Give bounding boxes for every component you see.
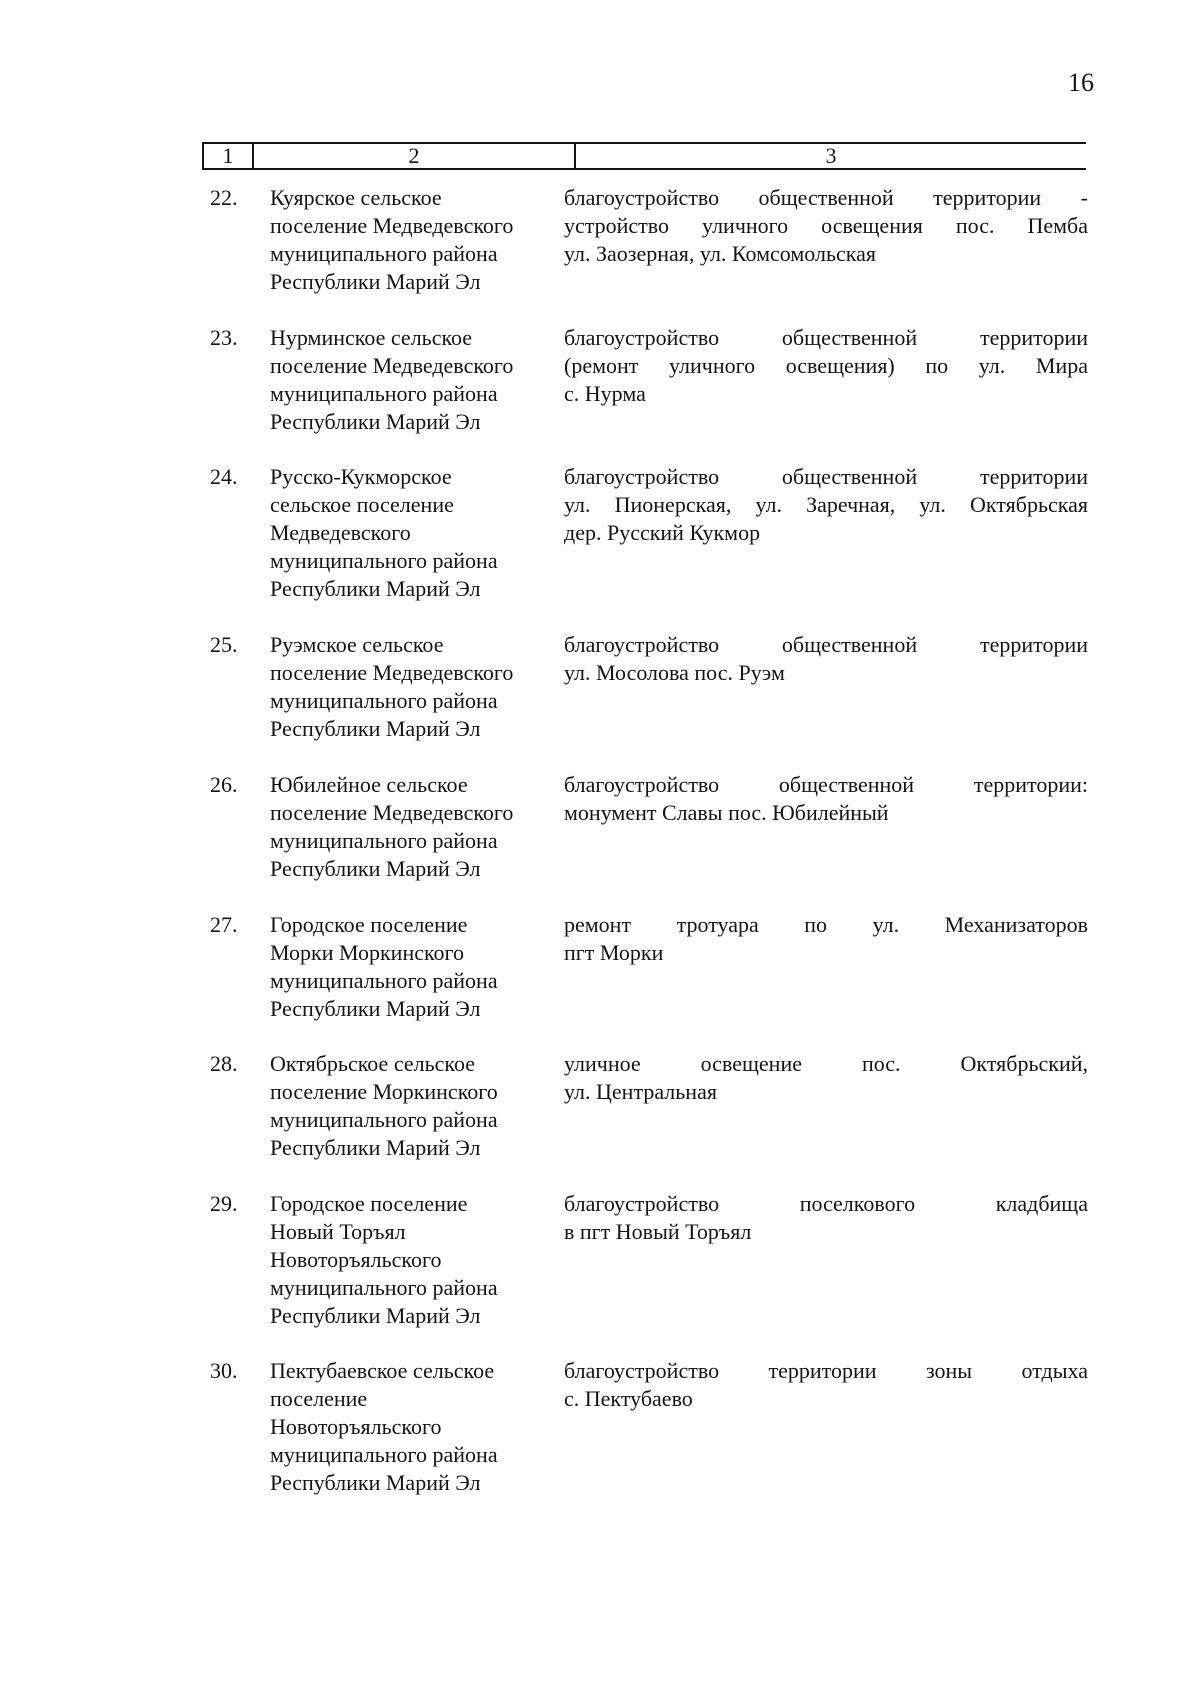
municipality-name-line: Пектубаевское сельское (270, 1358, 495, 1383)
municipality-name-line: поселение (270, 1386, 368, 1411)
municipality-name-line: Нурминское сельское (270, 325, 473, 350)
row-number: 27. (210, 912, 238, 937)
municipality-name-line: Республики Марий Эл (270, 996, 481, 1021)
project-description-line: благоустройство общественной территории (564, 325, 1088, 350)
municipality-name-line: Куярское сельское (270, 185, 442, 210)
row-number: 23. (210, 325, 238, 350)
project-description (564, 1050, 1088, 1106)
project-description-line: пгт Морки (564, 940, 664, 965)
project-description-line: благоустройство поселкового кладбища (564, 1191, 1088, 1216)
project-description-line: уличное освещение пос. Октябрьский, (564, 1051, 1088, 1076)
municipality-name (270, 463, 550, 603)
project-description (564, 1357, 1088, 1413)
project-description-line: с. Нурма (564, 381, 646, 406)
row-number: 30. (210, 1358, 238, 1383)
column-header-1: 1 (202, 144, 254, 168)
municipality-name (270, 184, 550, 296)
municipality-name (270, 1357, 550, 1497)
municipality-name-line: Новоторъяльского (270, 1247, 442, 1272)
municipality-name-line: Морки Моркинского (270, 940, 465, 965)
municipality-name-line: Республики Марий Эл (270, 269, 481, 294)
project-description (564, 771, 1088, 827)
row-number: 26. (210, 772, 238, 797)
municipality-name-line: Республики Марий Эл (270, 1303, 481, 1328)
municipality-name-line: Юбилейное сельское (270, 772, 468, 797)
project-description-line: монумент Славы пос. Юбилейный (564, 800, 889, 825)
column-header-row (202, 142, 1086, 170)
municipality-name-line: Республики Марий Эл (270, 576, 481, 601)
project-description-line: благоустройство общественной территории: (564, 772, 1088, 797)
project-description-line: (ремонт уличного освещения) по ул. Мира (564, 353, 1088, 378)
municipality-name-line: муниципального района (270, 241, 498, 266)
municipality-name-line: муниципального района (270, 968, 498, 993)
project-description-line: ул. Мосолова пос. Руэм (564, 660, 785, 685)
project-description-line: с. Пектубаево (564, 1386, 693, 1411)
project-description (564, 1190, 1088, 1246)
column-header-2: 2 (254, 144, 576, 168)
municipality-name-line: Городское поселение (270, 912, 468, 937)
municipality-name-line: поселение Медведевского (270, 660, 514, 685)
municipality-name (270, 771, 550, 883)
project-description-line: ремонт тротуара по ул. Механизаторов (564, 912, 1088, 937)
project-description-line: в пгт Новый Торъял (564, 1219, 752, 1244)
column-header-3: 3 (825, 143, 837, 168)
project-description (564, 911, 1088, 967)
project-description (564, 463, 1088, 547)
municipality-name-line: поселение Медведевского (270, 213, 514, 238)
project-description-line: ул. Центральная (564, 1079, 717, 1104)
municipality-name-line: муниципального района (270, 1275, 498, 1300)
municipality-name-line: поселение Моркинского (270, 1079, 498, 1104)
project-description-line: устройство уличного освещения пос. Пемба (564, 213, 1088, 238)
municipality-name-line: Новый Торъял (270, 1219, 406, 1244)
municipality-name-line: муниципального района (270, 688, 498, 713)
municipality-name-line: Республики Марий Эл (270, 716, 481, 741)
project-description-line: благоустройство территории зоны отдыха (564, 1358, 1088, 1383)
municipality-name-line: Новоторъяльского (270, 1414, 442, 1439)
municipality-name-line: Республики Марий Эл (270, 1135, 481, 1160)
municipality-name-line: Октябрьское сельское (270, 1051, 476, 1076)
row-number: 29. (210, 1191, 238, 1216)
municipality-name (270, 324, 550, 436)
municipality-name-line: муниципального района (270, 1107, 498, 1132)
project-description-line: благоустройство общественной территории (564, 632, 1088, 657)
municipality-name-line: Русско-Кукморское (270, 464, 452, 489)
row-number: 22. (210, 185, 238, 210)
project-description (564, 184, 1088, 268)
project-description-line: благоустройство общественной территории (564, 464, 1088, 489)
row-number: 24. (210, 464, 238, 489)
project-description-line: дер. Русский Кукмор (564, 520, 761, 545)
municipality-name-line: сельское поселение (270, 492, 454, 517)
municipality-name-line: Республики Марий Эл (270, 409, 481, 434)
municipality-name-line: муниципального района (270, 828, 498, 853)
municipality-name-line: Медведевского (270, 520, 411, 545)
municipality-name (270, 631, 550, 743)
municipality-name-line: Руэмское сельское (270, 632, 444, 657)
municipality-name (270, 911, 550, 1023)
municipality-name-line: Республики Марий Эл (270, 1470, 481, 1495)
project-description-line: ул. Пионерская, ул. Заречная, ул. Октябрьская (564, 492, 1088, 517)
municipality-name-line: муниципального района (270, 548, 498, 573)
municipality-name (270, 1050, 550, 1162)
project-description-line: ул. Заозерная, ул. Комсомольская (564, 241, 876, 266)
municipality-name-line: Республики Марий Эл (270, 856, 481, 881)
project-description-line: благоустройство общественной территории - (564, 185, 1088, 210)
project-description (564, 324, 1088, 408)
municipality-name-line: поселение Медведевского (270, 800, 514, 825)
municipality-name-line: муниципального района (270, 381, 498, 406)
row-number: 28. (210, 1051, 238, 1076)
row-number: 25. (210, 632, 238, 657)
municipality-name-line: Городское поселение (270, 1191, 468, 1216)
page-number: 16 (1068, 68, 1094, 97)
municipality-name (270, 1190, 550, 1330)
municipality-name-line: поселение Медведевского (270, 353, 514, 378)
municipality-name-line: муниципального района (270, 1442, 498, 1467)
project-description (564, 631, 1088, 687)
